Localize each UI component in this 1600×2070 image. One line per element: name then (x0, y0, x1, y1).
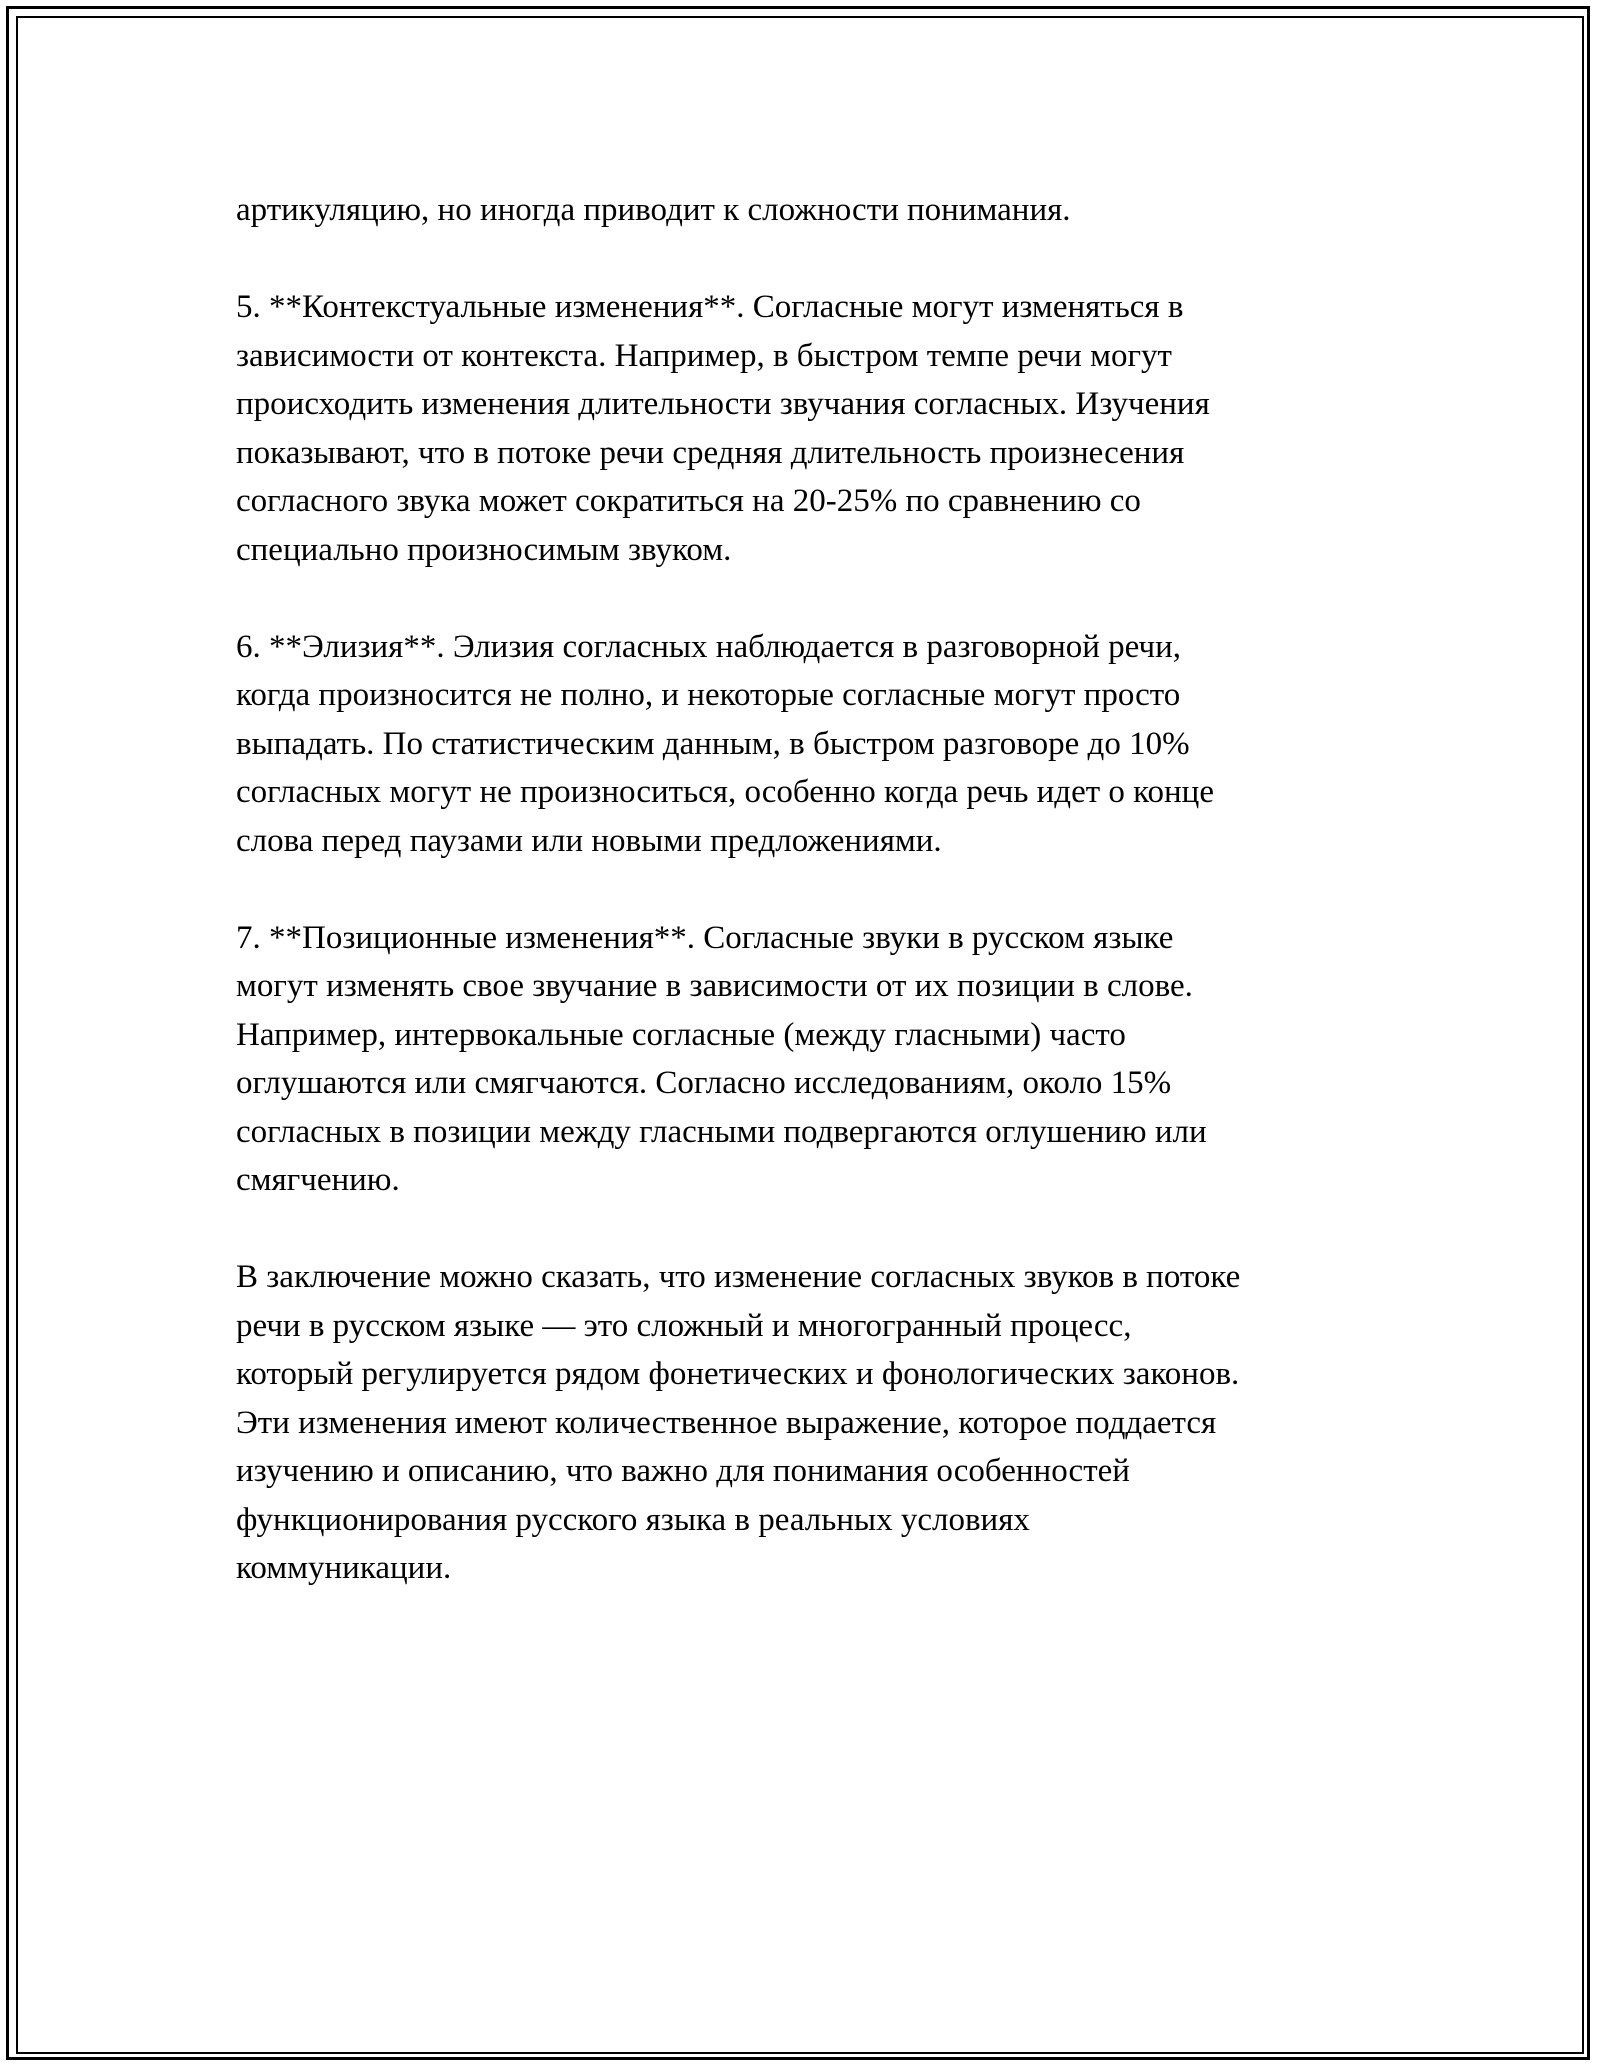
paragraph-item-5 (236, 283, 1386, 574)
text-line: артикуляцию, но иногда приводит к сложности понимания. (236, 192, 1071, 228)
text-line: согласного звука может сократиться на 20-25% по сравнению со (236, 483, 1141, 519)
text-line: коммуникации. (236, 1550, 452, 1586)
text-line: выпадать. По статистическим данным, в быстром разговоре до 10% (236, 725, 1190, 762)
text-line: В заключение можно сказать, что изменение согласных звуков в потоке (236, 1259, 1241, 1295)
text-line: согласных могут не произноситься, особенно когда речь идет о конце (236, 774, 1214, 810)
paragraph-item-6 (236, 623, 1386, 866)
text-line: слова перед паузами или новыми предложениями. (236, 822, 942, 859)
text-line: происходить изменения длительности звучания согласных. Изучения (236, 386, 1210, 422)
text-line: смягчению. (236, 1162, 400, 1198)
text-line: когда произносится не полно, и некоторые согласные могут просто (236, 677, 1181, 713)
text-line: изучению и описанию, что важно для понимания особенностей (236, 1453, 1130, 1489)
text-line: 6. **Элизия**. Элизия согласных наблюдается в разговорной речи, (236, 628, 1181, 665)
text-line: который регулируется рядом фонетических и фонологических законов. (236, 1356, 1240, 1392)
text-line: оглушаются или смягчаются. Согласно исследованиям, около 15% (236, 1065, 1172, 1101)
text-line: могут изменять свое звучание в зависимости от их позиции в слове. (236, 968, 1193, 1004)
document-body (236, 186, 1386, 1641)
text-line: 7. **Позиционные изменения**. Согласные звуки в русском языке (236, 919, 1174, 956)
text-line: специально произносимым звуком. (236, 531, 732, 568)
text-line: речи в русском языке — это сложный и многогранный процесс, (236, 1307, 1132, 1344)
paragraph-continuation (236, 186, 1386, 235)
paragraph-item-7 (236, 914, 1386, 1205)
text-line: показывают, что в потоке речи средняя длительность произнесения (236, 434, 1185, 471)
text-line: зависимости от контекста. Например, в быстром темпе речи могут (236, 337, 1172, 374)
text-line: Например, интервокальные согласные (между гласными) часто (236, 1016, 1126, 1053)
text-line: согласных в позиции между гласными подвергаются оглушению или (236, 1113, 1207, 1150)
paragraph-conclusion (236, 1253, 1386, 1593)
text-line: 5. **Контекстуальные изменения**. Согласные могут изменяться в (236, 289, 1184, 325)
text-line: функционирования русского языка в реальных условиях (236, 1501, 1030, 1538)
text-line: Эти изменения имеют количественное выражение, которое поддается (236, 1404, 1217, 1441)
